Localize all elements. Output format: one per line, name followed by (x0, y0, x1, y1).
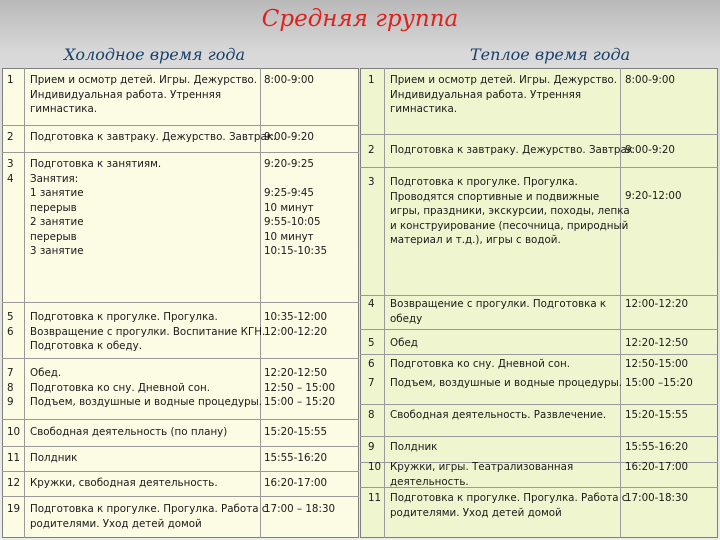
warm-row-time: 15:00 –15:20 (625, 377, 693, 389)
warm-row-time: 12:00-12:20 (625, 298, 689, 310)
cold-row-time: 9:20-9:25 9:25-9:45 10 минут 9:55-10:05 10 минут 10:15-10:35 (264, 158, 328, 257)
warm-row-activity: Полдник (390, 441, 438, 453)
warm-row-number: 4 (368, 298, 375, 310)
cold-row-time: 17:00 – 18:30 (264, 503, 336, 515)
cold-row-activity: Подготовка к прогулке. Прогулка. Возвращение с прогулки. Воспитание КГН. Подготовка к обеду. (30, 311, 266, 352)
warm-row-time: 16:20-17:00 (625, 461, 689, 473)
warm-row-time: 15:55-16:20 (625, 441, 689, 453)
cold-row-number: 1 (7, 74, 14, 86)
cold-row-time: 9:00-9:20 (264, 131, 314, 143)
cold-row-number: 5 6 (7, 311, 14, 338)
warm-season-table (360, 68, 718, 538)
warm-row-number: 2 (368, 144, 375, 156)
warm-row-time: 12:20-12:50 (625, 337, 689, 349)
cold-row-activity: Кружки, свободная деятельность. (30, 477, 218, 489)
cold-row-activity: Обед. Подготовка ко сну. Дневной сон. Подъем, воздушные и водные процедуры. (30, 367, 263, 408)
cold-row-activity: Подготовка к завтраку. Дежурство. Завтрак. (30, 131, 277, 143)
cold-row-time: 8:00-9:00 (264, 74, 314, 86)
cold-row-activity: Прием и осмотр детей. Игры. Дежурство. Индивидуальная работа. Утренняя гимнастика. (30, 74, 258, 115)
cold-season-table (2, 68, 359, 538)
warm-row-number: 8 (368, 409, 375, 421)
cold-row-activity: Полдник (30, 452, 78, 464)
cold-row-number: 10 (7, 426, 21, 438)
cold-row-time: 15:55-16:20 (264, 452, 328, 464)
warm-season-heading: Теплое время года (470, 45, 631, 64)
warm-row-activity: Подъем, воздушные и водные процедуры. (390, 377, 623, 389)
warm-row-time: 12:50-15:00 (625, 358, 689, 370)
cold-row-number: 3 4 (7, 158, 14, 185)
warm-row-number: 11 (368, 492, 382, 504)
cold-row-time: 16:20-17:00 (264, 477, 328, 489)
page-title: Средняя группа (261, 6, 459, 32)
warm-row-activity: Подготовка к завтраку. Дежурство. Завтрак (390, 144, 633, 156)
warm-row-number: 1 (368, 74, 375, 86)
warm-row-activity: Возвращение с прогулки. Подготовка к обеду (390, 298, 607, 325)
cold-row-number: 19 (7, 503, 21, 515)
warm-row-activity: Прием и осмотр детей. Игры. Дежурство. Индивидуальная работа. Утренняя гимнастика. (390, 74, 618, 115)
cold-season-heading: Холодное время года (64, 45, 246, 64)
warm-row-time: 9:20-12:00 (625, 190, 682, 202)
cold-row-activity: Подготовка к прогулке. Прогулка. Работа с родителями. Уход детей домой (30, 503, 268, 530)
cold-row-activity: Подготовка к занятиям. Занятия: 1 занятие перерыв 2 занятие перерыв 3 занятие (30, 158, 162, 257)
warm-row-time: 17:00-18:30 (625, 492, 689, 504)
warm-row-number: 3 (368, 176, 375, 188)
cold-row-number: 7 8 9 (7, 367, 14, 408)
cold-row-number: 11 (7, 452, 21, 464)
warm-row-number: 9 (368, 441, 375, 453)
warm-row-activity: Подготовка ко сну. Дневной сон. (390, 358, 571, 370)
warm-row-number: 6 (368, 358, 375, 370)
warm-row-activity: Подготовка к прогулке. Прогулка. Работа с родителями. Уход детей домой (390, 492, 628, 519)
warm-row-number: 5 (368, 337, 375, 349)
warm-row-activity: Кружки, игры. Театрализованная деятельность. (390, 461, 574, 488)
warm-row-time: 15:20-15:55 (625, 409, 689, 421)
cold-row-number: 12 (7, 477, 21, 489)
warm-row-number: 7 (368, 377, 375, 389)
warm-row-activity: Обед (390, 337, 418, 349)
warm-row-number: 10 (368, 461, 382, 473)
cold-row-activity: Свободная деятельность (по плану) (30, 426, 228, 438)
cold-row-time: 10:35-12:00 12:00-12:20 (264, 311, 328, 338)
cold-row-time: 15:20-15:55 (264, 426, 328, 438)
warm-row-activity: Подготовка к прогулке. Прогулка. Проводятся спортивные и подвижные игры, праздники, экскурсии, походы, лепка и конструирование (песочница, природный материал и т.д.), игры с водой. (390, 176, 630, 246)
cold-row-number: 2 (7, 131, 14, 143)
warm-row-time: 8:00-9:00 (625, 74, 675, 86)
warm-row-activity: Свободная деятельность. Развлечение. (390, 409, 607, 421)
warm-row-time: 9:00-9:20 (625, 144, 675, 156)
cold-row-time: 12:20-12:50 12:50 – 15:00 15:00 – 15:20 (264, 367, 336, 408)
